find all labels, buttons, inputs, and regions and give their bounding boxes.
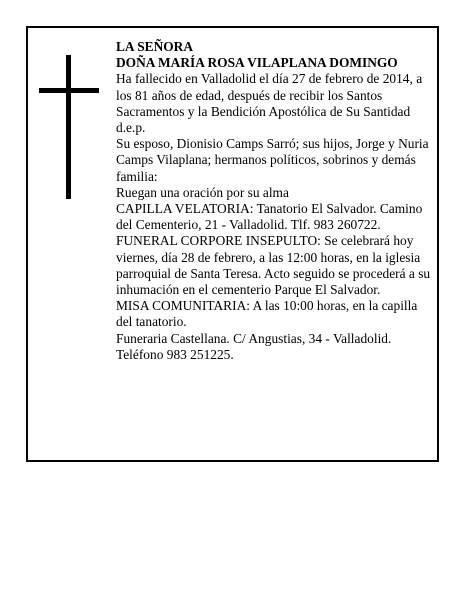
family-list: Su esposo, Dionisio Camps Sarró; sus hijos, Jorge y Nuria Camps Vilaplana; hermanos políticos, sobrinos y demás familia: [116,136,429,184]
funeral-home-info: Funeraria Castellana. C/ Angustias, 34 - Valladolid. Teléfono 983 251225. [116,330,392,362]
prayer-request: Ruegan una oración por su alma [116,184,289,200]
cross-icon [39,55,99,199]
obituary-text [116,39,436,363]
notice-heading: LA SEÑORA [116,39,194,54]
mass-info: MISA COMUNITARIA: A las 10:00 horas, en la capilla del tanatorio. [116,298,418,330]
wake-info: CAPILLA VELATORIA: Tanatorio El Salvador. Camino del Cementerio, 21 - Valladolid. Tlf. 983 260722. [116,201,423,233]
death-announcement: Ha fallecido en Valladolid el día 27 de febrero de 2014, a los 81 años de edad, después de recibir los Santos Sacramentos y la Bendición Apostólica de Su Santidad d.e.p. [116,71,423,136]
funeral-info: FUNERAL CORPORE INSEPULTO: Se celebrará hoy viernes, día 28 de febrero, a las 12:00 horas, en la iglesia parroquial de Santa Teresa. Acto seguido se procederá a su inhumación en el cementerio Parque El Salvador. [116,233,431,298]
obituary-notice [26,26,439,462]
deceased-name: DOÑA MARÍA ROSA VILAPLANA DOMINGO [116,55,398,71]
